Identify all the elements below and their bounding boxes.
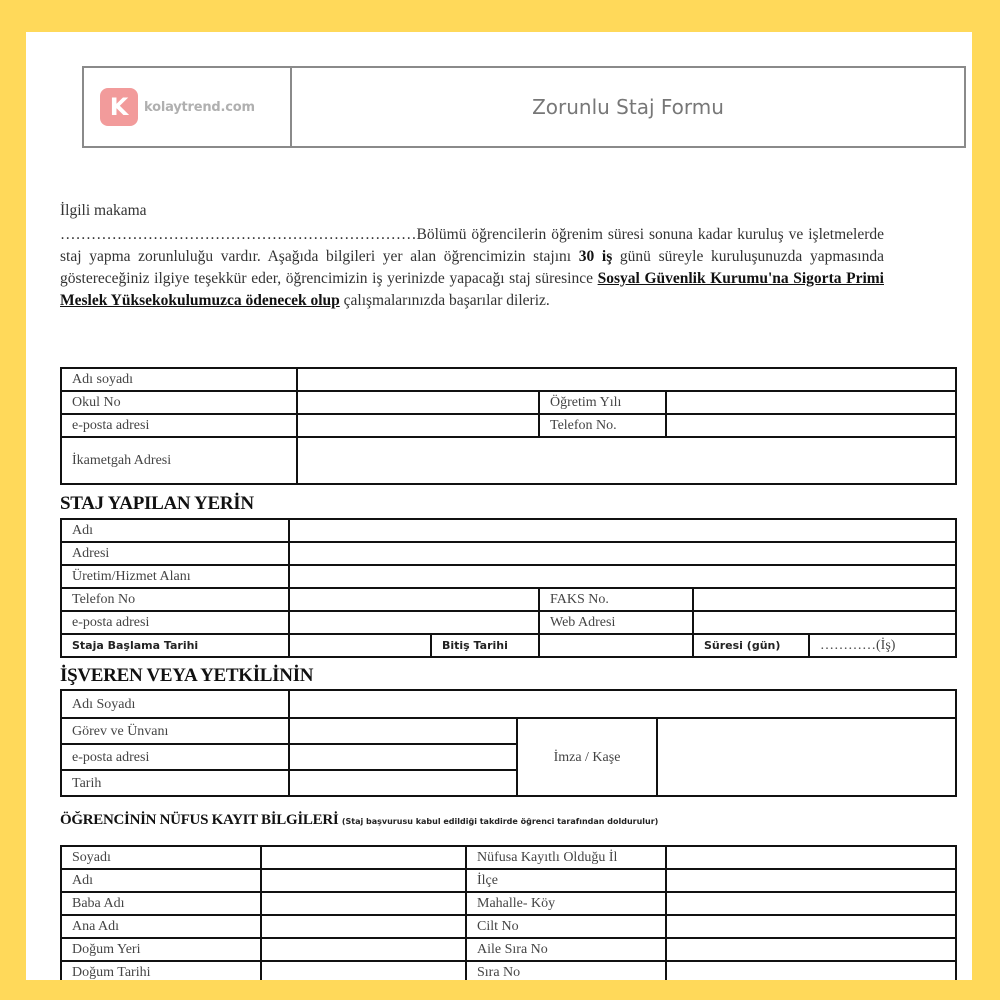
service-area-label: Üretim/Hizmet Alanı [61, 565, 289, 588]
internship-days: 30 iş [578, 248, 613, 265]
table-row [61, 588, 956, 611]
registry-left-field[interactable] [261, 869, 466, 892]
intro-text-1: Bölümü öğrencilerin öğrenim süresi sonuna kadar kuruluş ve işletmelerde staj yapma zorunluluğu vardır. Aşağıda bilgileri yer alan öğrencimizin stajını [60, 226, 884, 265]
signature-field[interactable] [657, 718, 956, 796]
employer-name-label: Adı Soyadı [61, 690, 289, 718]
web-label: Web Adresi [539, 611, 693, 634]
registry-left-label: Doğum Yeri [61, 938, 261, 961]
registry-right-label: Mahalle- Köy [466, 892, 666, 915]
registry-right-field[interactable] [666, 915, 956, 938]
registry-table [60, 845, 957, 980]
registry-left-field[interactable] [261, 938, 466, 961]
intro-paragraph [60, 224, 884, 312]
registry-left-field[interactable] [261, 846, 466, 869]
service-area-field[interactable] [289, 565, 956, 588]
employer-info-table [60, 689, 957, 797]
start-date-label: Staja Başlama Tarihi [61, 634, 289, 657]
company-phone-field[interactable] [289, 588, 539, 611]
start-date-field[interactable] [289, 634, 431, 657]
department-blank: …………………………………………………………… [60, 226, 417, 243]
date-label: Tarih [61, 770, 289, 796]
company-address-field[interactable] [289, 542, 956, 565]
employer-email-label: e-posta adresi [61, 744, 289, 770]
logo-k-icon: K [100, 88, 138, 126]
phone-label: Telefon No. [539, 414, 666, 437]
registry-right-field[interactable] [666, 938, 956, 961]
table-row [61, 414, 956, 437]
registry-left-label: Soyadı [61, 846, 261, 869]
email-field[interactable] [297, 414, 539, 437]
table-row [61, 961, 956, 980]
table-row [61, 565, 956, 588]
logo [84, 68, 292, 146]
registry-right-label: Cilt No [466, 915, 666, 938]
student-info-table [60, 367, 957, 485]
name-label: Adı soyadı [61, 368, 297, 391]
signature-label: İmza / Kaşe [517, 718, 657, 796]
registry-right-label: Aile Sıra No [466, 938, 666, 961]
table-row [61, 869, 956, 892]
employer-email-field[interactable] [289, 744, 517, 770]
school-no-label: Okul No [61, 391, 297, 414]
registry-left-label: Doğum Tarihi [61, 961, 261, 980]
table-row [61, 519, 956, 542]
company-name-label: Adı [61, 519, 289, 542]
logo-text: kolaytrend.com [144, 99, 255, 115]
registry-right-field[interactable] [666, 892, 956, 915]
table-row [61, 892, 956, 915]
end-date-field[interactable] [539, 634, 693, 657]
registry-left-label: Baba Adı [61, 892, 261, 915]
table-row [61, 915, 956, 938]
table-row [61, 368, 956, 391]
form-header [82, 66, 966, 148]
table-row [61, 611, 956, 634]
registry-left-field[interactable] [261, 892, 466, 915]
company-info-table [60, 518, 957, 658]
email-label: e-posta adresi [61, 414, 297, 437]
position-label: Görev ve Ünvanı [61, 718, 289, 744]
company-email-field[interactable] [289, 611, 539, 634]
form-title: Zorunlu Staj Formu [532, 95, 724, 119]
registry-right-label: İlçe [466, 869, 666, 892]
salutation: İlgili makama [60, 202, 147, 219]
registry-right-label: Nüfusa Kayıtlı Olduğu İl [466, 846, 666, 869]
document-page [26, 32, 972, 980]
fax-label: FAKS No. [539, 588, 693, 611]
company-section-title: STAJ YAPILAN YERİN [60, 493, 254, 514]
registry-section-title [60, 812, 658, 829]
academic-year-field[interactable] [666, 391, 956, 414]
registry-right-field[interactable] [666, 846, 956, 869]
insurance-note: Sosyal Güvenlik Kurumu'na Sigorta Primi Meslek Yüksekokulumuzca ödenecek olup [60, 270, 884, 309]
registry-left-label: Adı [61, 869, 261, 892]
registry-left-field[interactable] [261, 915, 466, 938]
intro-text-3: çalışmalarınızda başarılar dileriz. [339, 292, 550, 309]
date-field[interactable] [289, 770, 517, 796]
web-field[interactable] [693, 611, 956, 634]
registry-right-field[interactable] [666, 961, 956, 980]
phone-field[interactable] [666, 414, 956, 437]
registry-left-label: Ana Adı [61, 915, 261, 938]
intro-text-2: günü süreyle kuruluşunuzda yapmasında göstereceğiniz ilgiye teşekkür eder, öğrencimizin iş yerinizde yapacağı staj süresince [60, 248, 884, 287]
employer-name-field[interactable] [289, 690, 956, 718]
duration-field[interactable]: …………(İş) [809, 634, 956, 657]
employer-section-title: İŞVEREN VEYA YETKİLİNİN [60, 665, 314, 686]
academic-year-label: Öğretim Yılı [539, 391, 666, 414]
table-row [61, 718, 956, 744]
school-no-field[interactable] [297, 391, 539, 414]
company-email-label: e-posta adresi [61, 611, 289, 634]
company-phone-label: Telefon No [61, 588, 289, 611]
name-field[interactable] [297, 368, 956, 391]
end-date-label: Bitiş Tarihi [431, 634, 539, 657]
table-row [61, 391, 956, 414]
address-label: İkametgah Adresi [61, 437, 297, 484]
table-row [61, 938, 956, 961]
position-field[interactable] [289, 718, 517, 744]
registry-right-field[interactable] [666, 869, 956, 892]
registry-right-label: Sıra No [466, 961, 666, 980]
registry-note: (Staj başvurusu kabul edildiği takdirde öğrenci tarafından doldurulur) [341, 817, 659, 826]
fax-field[interactable] [693, 588, 956, 611]
table-row [61, 437, 956, 484]
table-row [61, 634, 956, 657]
address-field[interactable] [297, 437, 956, 484]
table-row [61, 542, 956, 565]
company-name-field[interactable] [289, 519, 956, 542]
registry-title-text: ÖĞRENCİNİN NÜFUS KAYIT BİLGİLERİ [60, 812, 339, 828]
company-address-label: Adresi [61, 542, 289, 565]
table-row [61, 846, 956, 869]
table-row [61, 690, 956, 718]
duration-label: Süresi (gün) [693, 634, 809, 657]
registry-left-field[interactable] [261, 961, 466, 980]
